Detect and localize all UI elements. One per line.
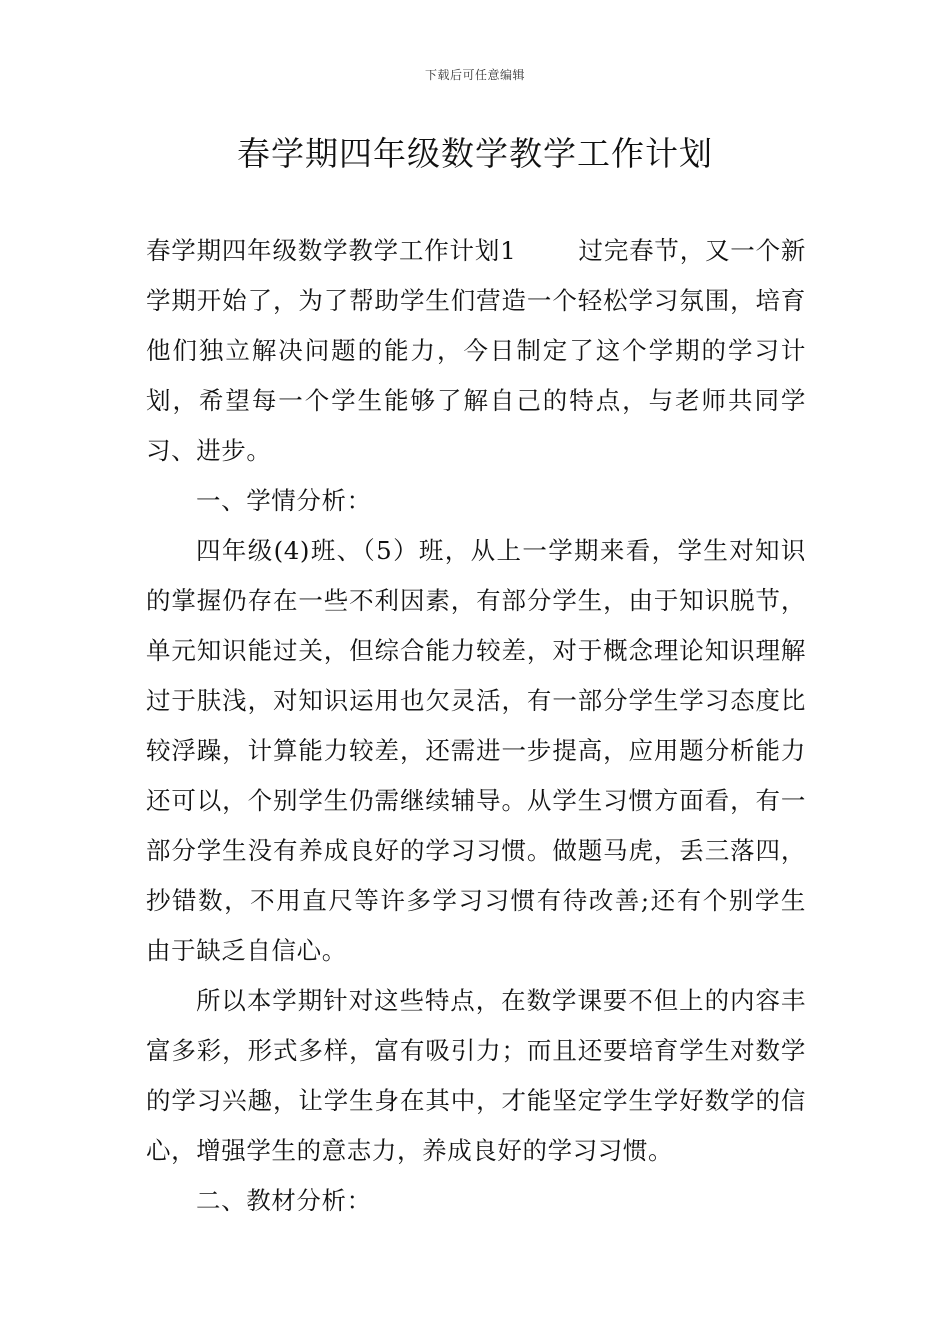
- document-title: 春学期四年级数学教学工作计划: [237, 134, 713, 173]
- intro-body: 过完春节，又一个新学期开始了，为了帮助学生们营造一个轻松学习氛围，培育他们独立解决问题的能力，今日制定了这个学期的学习计划，希望每一个学生能够了解自己的特点，与老师共同学习、进步。: [146, 236, 806, 465]
- intro-paragraph: [146, 226, 806, 476]
- plan-paragraph: 所以本学期针对这些特点，在数学课要不但上的内容丰富多彩，形式多样，富有吸引力；而且还要培育学生对数学的学习兴趣，让学生身在其中，才能坚定学生学好数学的信心，增强学生的意志力，养成良好的学习习惯。: [146, 986, 806, 1165]
- section-heading-1: 一、学情分析：: [196, 486, 372, 515]
- section-heading-2: 二、教材分析：: [196, 1186, 372, 1215]
- analysis-paragraph: 四年级(4)班、（5）班，从上一学期来看，学生对知识的掌握仍存在一些不利因素，有部分学生，由于知识脱节，单元知识能过关，但综合能力较差，对于概念理论知识理解过于肤浅，对知识运用也欠灵活，有一部分学生学习态度比较浮躁，计算能力较差，还需进一步提高，应用题分析能力还可以，个别学生仍需继续辅导。从学生习惯方面看，有一部分学生没有养成良好的学习习惯。做题马虎，丢三落四，抄错数，不用直尺等许多学习习惯有待改善;还有个别学生由于缺乏自信心。: [146, 536, 806, 965]
- header-note: 下载后可任意编辑: [424, 68, 525, 82]
- intro-lead: 春学期四年级数学教学工作计划1: [146, 236, 517, 265]
- document-body: [146, 226, 806, 1226]
